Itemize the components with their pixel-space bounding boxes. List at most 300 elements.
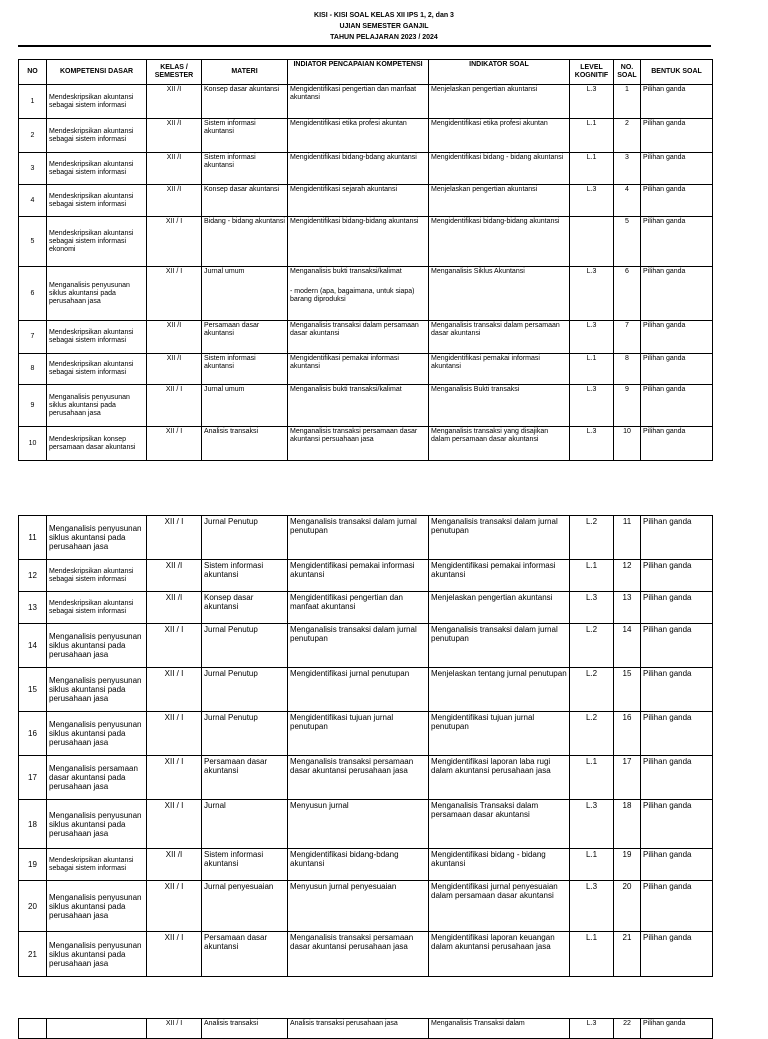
- cell-kelas: [147, 354, 202, 385]
- cell-level-text: L.3: [586, 322, 597, 329]
- cell-indikator-text: Mengidentifikasi laporan keuangan dalam akuntansi perusahaan jasa: [431, 933, 555, 951]
- cell-no-soal-text: 9: [625, 386, 629, 393]
- cell-kd: [47, 185, 147, 217]
- cell-no: [19, 932, 47, 977]
- table-row: [19, 385, 713, 427]
- cell-bentuk: [641, 427, 713, 461]
- table-row: [19, 624, 713, 668]
- cell-indikator: [429, 354, 570, 385]
- cell-ipk-note: - modern (apa, bagaimana, untuk siapa) barang diproduksi: [290, 288, 415, 303]
- cell-kd: [47, 354, 147, 385]
- cell-bentuk-text: Pilihan ganda: [643, 625, 692, 634]
- cell-ipk-text: Mengidentifikasi pemakai informasi akuntansi: [290, 561, 415, 579]
- cell-kd-text: Menganalisis penyusunan siklus akuntansi pada perusahaan jasa: [49, 940, 142, 968]
- cell-materi-text: Sistem informasi akuntansi: [204, 850, 264, 868]
- cell-kd: [47, 624, 147, 668]
- cell-indikator-text: Menjelaskan pengertian akuntansi: [431, 593, 553, 602]
- cell-no-soal: [614, 756, 641, 800]
- cell-no-soal: [614, 185, 641, 217]
- cell-materi: [202, 119, 288, 153]
- cell-materi-text: Jurnal umum: [204, 268, 245, 275]
- cell-ipk: [288, 881, 429, 932]
- cell-no: [19, 185, 47, 217]
- cell-indikator: [429, 427, 570, 461]
- cell-level: [570, 85, 614, 119]
- cell-no: [19, 800, 47, 849]
- cell-bentuk-text: Pilihan ganda: [643, 593, 692, 602]
- cell-no: [19, 321, 47, 354]
- cell-no-soal-text: 8: [625, 355, 629, 362]
- cell-no: [19, 712, 47, 756]
- cell-indikator: [429, 217, 570, 267]
- cell-materi: [202, 354, 288, 385]
- cell-materi: [202, 321, 288, 354]
- cell-materi-text: Jurnal Penutup: [204, 713, 258, 722]
- cell-indikator: [429, 712, 570, 756]
- cell-ipk-text: Mengidentifikasi bidang-bidang akuntansi: [290, 218, 419, 225]
- cell-no-soal: [614, 624, 641, 668]
- cell-materi: [202, 624, 288, 668]
- cell-level: [570, 712, 614, 756]
- cell-ipk: [288, 849, 429, 881]
- cell-indikator-text: Mengidentifikasi bidang-bidang akuntansi: [431, 218, 560, 225]
- table-row: [19, 354, 713, 385]
- cell-ipk-text: Mengidentifikasi bidang-bdang akuntansi: [290, 850, 399, 868]
- cell-indikator: [429, 516, 570, 560]
- cell-no-soal-text: 16: [622, 713, 632, 722]
- cell-materi-text: Jurnal Penutup: [204, 625, 258, 634]
- cell-bentuk: [641, 849, 713, 881]
- cell-materi: [202, 668, 288, 712]
- cell-kelas: XII / I: [147, 1019, 202, 1039]
- cell-indikator-text: Menjelaskan pengertian akuntansi: [431, 186, 538, 193]
- cell-kelas: [147, 119, 202, 153]
- cell-no-text: 5: [30, 237, 35, 245]
- table-row: [19, 560, 713, 592]
- cell-level-text: L.1: [585, 757, 598, 766]
- header-divider: [18, 45, 711, 47]
- cell-kelas: [147, 624, 202, 668]
- cell-no: [19, 85, 47, 119]
- cell-indikator: Menganalisis Transaksi dalam: [429, 1019, 570, 1039]
- cell-indikator: [429, 85, 570, 119]
- cell-bentuk: [641, 385, 713, 427]
- col-indikator-soal: INDIKATOR SOAL: [429, 60, 570, 85]
- cell-level: [570, 756, 614, 800]
- cell-ipk-text: Menyusun jurnal: [290, 801, 349, 810]
- cell-level-text: L.1: [586, 355, 597, 362]
- cell-indikator-text: Mengidentifikasi pemakai informasi akuntansi: [431, 355, 540, 370]
- cell-bentuk: [641, 592, 713, 624]
- cell-materi-text: Sistem informasi akuntansi: [204, 120, 256, 135]
- cell-materi: [202, 932, 288, 977]
- cell-no: [19, 267, 47, 321]
- cell-ipk: [288, 85, 429, 119]
- cell-materi: [202, 427, 288, 461]
- cell-kelas: [147, 217, 202, 267]
- cell-level: [570, 385, 614, 427]
- cell-kelas-text: XII / I: [164, 669, 184, 678]
- cell-bentuk-text: Pilihan ganda: [643, 933, 692, 942]
- cell-no-text: 13: [28, 603, 37, 612]
- cell-level: L.3: [570, 1019, 614, 1039]
- cell-bentuk-text: Pilihan ganda: [643, 669, 692, 678]
- cell-materi: [202, 849, 288, 881]
- cell-materi: [202, 881, 288, 932]
- cell-no: [19, 217, 47, 267]
- cell-level-text: L.1: [586, 120, 597, 127]
- cell-bentuk-text: Pilihan ganda: [643, 154, 686, 161]
- cell-bentuk-text: Pilihan ganda: [643, 428, 686, 435]
- cell-indikator-text: Menganalisis transaksi dalam jurnal penutupan: [431, 517, 558, 535]
- cell-bentuk: [641, 185, 713, 217]
- cell-indikator-text: Menganalisis Transaksi dalam persamaan dasar akuntansi: [431, 801, 539, 819]
- cell-kd: [47, 756, 147, 800]
- cell-kd-text: Mendeskripsikan konsep persamaan dasar akuntansi: [49, 435, 136, 451]
- cell-indikator-text: Mengidentifikasi pemakai informasi akuntansi: [431, 561, 556, 579]
- table-row: [19, 1019, 713, 1039]
- cell-no: [19, 153, 47, 185]
- cell-level-text: L.3: [586, 268, 597, 275]
- cell-level-text: L.3: [586, 86, 597, 93]
- cell-materi: Analisis transaksi: [202, 1019, 288, 1039]
- cell-kelas-text: XII /I: [165, 561, 183, 570]
- cell-kd-text: Menganalisis penyusunan siklus akuntansi pada perusahaan jasa: [49, 393, 130, 417]
- cell-ipk-text: Menganalisis transaksi dalam jurnal penutupan: [290, 517, 417, 535]
- cell-indikator: [429, 119, 570, 153]
- exam-name: UJIAN SEMESTER GANJIL: [339, 23, 429, 30]
- cell-ipk: [288, 385, 429, 427]
- cell-ipk: [288, 119, 429, 153]
- col-kelas-semester: KELAS / SEMESTER: [147, 60, 202, 85]
- cell-indikator-text: Mengidentifikasi laporan laba rugi dalam akuntansi perusahaan jasa: [431, 757, 551, 775]
- cell-ipk: [288, 932, 429, 977]
- cell-kd: [47, 427, 147, 461]
- cell-materi-text: Konsep dasar akuntansi: [204, 86, 280, 93]
- cell-kd-text: Menganalisis penyusunan siklus akuntansi pada perusahaan jasa: [49, 281, 130, 305]
- cell-materi-text: Jurnal: [204, 801, 226, 810]
- cell-kd-text: Menganalisis penyusunan siklus akuntansi pada perusahaan jasa: [49, 892, 142, 920]
- cell-materi-text: Persamaan dasar akuntansi: [204, 757, 268, 775]
- cell-ipk-text: Mengidentifikasi jurnal penutupan: [290, 669, 410, 678]
- cell-bentuk: [641, 712, 713, 756]
- cell-level: [570, 185, 614, 217]
- cell-kd-text: Mendeskripsikan akuntansi sebagai sistem informasi: [49, 192, 134, 208]
- cell-kd: [47, 267, 147, 321]
- cell-kelas-text: XII /I: [165, 850, 183, 859]
- cell-no-soal: [614, 668, 641, 712]
- cell-no-soal: [614, 153, 641, 185]
- cell-indikator-text: Mengidentifikasi tujuan jurnal penutupan: [431, 713, 535, 731]
- cell-bentuk-text: Pilihan ganda: [643, 850, 692, 859]
- cell-ipk: [288, 712, 429, 756]
- col-kompetensi-dasar: KOMPETENSI DASAR: [47, 60, 147, 85]
- cell-materi: [202, 712, 288, 756]
- cell-materi: [202, 153, 288, 185]
- cell-bentuk: [641, 354, 713, 385]
- cell-no-text: 3: [30, 164, 35, 172]
- cell-kelas-text: XII / I: [164, 801, 184, 810]
- cell-level-text: L.3: [586, 428, 597, 435]
- cell-no-text: 20: [28, 901, 37, 911]
- cell-no-soal: [614, 800, 641, 849]
- cell-no-soal: 22: [614, 1019, 641, 1039]
- cell-materi-text: Jurnal penyesuaian: [204, 882, 274, 891]
- cell-no-text: 2: [30, 131, 35, 139]
- cell-bentuk: [641, 153, 713, 185]
- table-row: [19, 185, 713, 217]
- cell-ipk: [288, 800, 429, 849]
- cell-level: [570, 881, 614, 932]
- cell-kelas: [147, 427, 202, 461]
- cell-kelas-text: XII / I: [164, 933, 184, 942]
- cell-materi: [202, 385, 288, 427]
- cell-indikator-text: Menganalisis Siklus Akuntansi: [431, 268, 525, 275]
- table-row: [19, 85, 713, 119]
- cell-kd: [47, 119, 147, 153]
- cell-level: [570, 321, 614, 354]
- cell-indikator-text: Menjelaskan tentang jurnal penutupan: [431, 669, 567, 678]
- cell-materi-text: Analisis transaksi: [204, 428, 259, 435]
- cell-level: [570, 217, 614, 267]
- cell-no-soal-text: 3: [625, 154, 629, 161]
- col-materi: MATERI: [202, 60, 288, 85]
- cell-no-text: 8: [30, 365, 35, 372]
- cell-indikator: [429, 800, 570, 849]
- cell-level: [570, 153, 614, 185]
- cell-bentuk: [641, 321, 713, 354]
- cell-materi-text: Bidang - bidang akuntansi: [204, 218, 285, 225]
- cell-kd-text: Menganalisis penyusunan siklus akuntansi pada perusahaan jasa: [49, 676, 142, 703]
- cell-bentuk-text: Pilihan ganda: [643, 218, 686, 225]
- cell-bentuk: [641, 560, 713, 592]
- cell-no-soal-text: 2: [625, 120, 629, 127]
- cell-indikator-text: Menjelaskan pengertian akuntansi: [431, 86, 538, 93]
- cell-kelas-text: XII / I: [165, 218, 183, 225]
- cell-kd-text: Mendeskripsikan akuntansi sebagai sistem informasi: [49, 160, 134, 176]
- cell-no: [19, 354, 47, 385]
- cell-ipk-text: Menganalisis transaksi dalam persamaan dasar akuntansi: [290, 322, 419, 337]
- cell-kd-text: Mendeskripsikan akuntansi sebagai sistem informasi: [49, 856, 134, 872]
- cell-no-text: 15: [28, 685, 37, 694]
- cell-kelas: [147, 800, 202, 849]
- cell-level: [570, 427, 614, 461]
- cell-ipk: Analisis transaksi perusahaan jasa: [288, 1019, 429, 1039]
- cell-materi: [202, 185, 288, 217]
- cell-kelas: [147, 881, 202, 932]
- cell-no-soal: [614, 321, 641, 354]
- cell-bentuk-text: Pilihan ganda: [643, 186, 686, 193]
- cell-level-text: L.1: [585, 561, 598, 570]
- cell-kelas-text: XII /I: [166, 322, 182, 329]
- cell-kd-text: Mendeskripsikan akuntansi sebagai sistem informasi: [49, 361, 134, 376]
- cell-level-text: L.2: [585, 625, 598, 634]
- cell-indikator: [429, 267, 570, 321]
- cell-indikator: [429, 321, 570, 354]
- cell-bentuk: Pilihan ganda: [641, 1019, 713, 1039]
- cell-materi-text: Konsep dasar akuntansi: [204, 186, 280, 193]
- cell-materi-text: Persamaan dasar akuntansi: [204, 322, 260, 337]
- cell-bentuk: [641, 800, 713, 849]
- cell-kelas-text: XII /I: [165, 593, 183, 602]
- cell-kd: [47, 321, 147, 354]
- cell-indikator: [429, 881, 570, 932]
- cell-materi: [202, 516, 288, 560]
- cell-level-text: L.3: [585, 593, 598, 602]
- cell-bentuk: [641, 932, 713, 977]
- cell-ipk-text: Mengidentifikasi etika profesi akuntan: [290, 120, 407, 127]
- cell-kelas: [147, 153, 202, 185]
- cell-bentuk: [641, 668, 713, 712]
- cell-ipk-text: Menganalisis bukti transaksi/kalimat: [290, 268, 402, 275]
- cell-kd-text: Menganalisis penyusunan siklus akuntansi pada perusahaan jasa: [49, 632, 142, 659]
- cell-kd: [47, 85, 147, 119]
- cell-no-soal: [614, 217, 641, 267]
- cell-kelas: [147, 321, 202, 354]
- cell-no-soal: [614, 427, 641, 461]
- cell-kelas: [147, 932, 202, 977]
- cell-bentuk: [641, 881, 713, 932]
- cell-materi-text: Sistem informasi akuntansi: [204, 355, 256, 370]
- cell-no-soal: [614, 932, 641, 977]
- cell-no-soal-text: 11: [622, 517, 632, 526]
- cell-materi: [202, 85, 288, 119]
- cell-kelas-text: XII / I: [164, 882, 184, 891]
- cell-no-text: 4: [30, 196, 35, 204]
- cell-no: [19, 668, 47, 712]
- table-row: [19, 800, 713, 849]
- cell-materi: [202, 560, 288, 592]
- cell-kd: [47, 849, 147, 881]
- cell-no-soal: [614, 881, 641, 932]
- table-row: [19, 119, 713, 153]
- cell-kd-text: Mendeskripsikan akuntansi sebagai sistem informasi: [49, 127, 134, 143]
- cell-no-soal-text: 7: [625, 322, 629, 329]
- cell-materi-text: Konsep dasar akuntansi: [204, 593, 254, 611]
- cell-ipk: [288, 217, 429, 267]
- cell-no-text: 6: [30, 289, 35, 297]
- cell-bentuk-text: Pilihan ganda: [643, 322, 686, 329]
- cell-ipk-text: Menganalisis transaksi persamaan dasar akuntansi perusahaan jasa: [290, 933, 414, 951]
- cell-ipk-text: Mengidentifikasi tujuan jurnal penutupan: [290, 713, 394, 731]
- cell-kelas-text: XII / I: [164, 757, 184, 766]
- cell-kelas-text: XII /I: [166, 355, 182, 362]
- col-bentuk-soal: BENTUK SOAL: [641, 60, 713, 85]
- cell-no: [19, 427, 47, 461]
- cell-materi: [202, 592, 288, 624]
- cell-kd: [47, 1019, 147, 1039]
- cell-kelas-text: XII / I: [165, 386, 183, 393]
- cell-kelas: [147, 560, 202, 592]
- cell-bentuk-text: Pilihan ganda: [643, 386, 686, 393]
- cell-kelas-text: XII /I: [166, 86, 182, 93]
- cell-bentuk-text: Pilihan ganda: [643, 882, 692, 891]
- cell-bentuk-text: Pilihan ganda: [643, 355, 686, 362]
- table-header-row: [19, 60, 713, 85]
- cell-kd: [47, 153, 147, 185]
- table-row: [19, 881, 713, 932]
- cell-level-text: L.1: [585, 850, 598, 859]
- kisi-table-2: [18, 515, 713, 977]
- cell-no-text: 21: [28, 949, 37, 959]
- cell-indikator-text: Menganalisis transaksi yang disajikan dalam persamaan dasar akuntansi: [431, 428, 549, 443]
- cell-level: [570, 932, 614, 977]
- cell-kelas: [147, 849, 202, 881]
- cell-indikator: [429, 592, 570, 624]
- cell-no-text: 10: [28, 439, 37, 447]
- cell-no: [19, 592, 47, 624]
- cell-ipk: [288, 560, 429, 592]
- cell-ipk: [288, 153, 429, 185]
- cell-no-soal-text: 10: [623, 428, 631, 435]
- table-row: [19, 932, 713, 977]
- cell-materi-text: Sistem informasi akuntansi: [204, 154, 256, 169]
- cell-ipk: [288, 267, 429, 321]
- cell-no-soal-text: 6: [625, 268, 629, 275]
- cell-bentuk: [641, 119, 713, 153]
- cell-kd: [47, 881, 147, 932]
- cell-no-soal-text: 13: [622, 593, 632, 602]
- table-row: [19, 267, 713, 321]
- cell-bentuk-text: Pilihan ganda: [643, 268, 686, 275]
- cell-indikator: [429, 932, 570, 977]
- cell-no-soal-text: 18: [622, 801, 632, 810]
- cell-kelas: [147, 756, 202, 800]
- table-row: [19, 849, 713, 881]
- cell-level: [570, 800, 614, 849]
- cell-no-soal-text: 15: [622, 669, 632, 678]
- cell-level: [570, 267, 614, 321]
- cell-ipk: [288, 354, 429, 385]
- cell-kd-text: Mendeskripsikan akuntansi sebagai sistem informasi: [49, 329, 134, 344]
- cell-level-text: L.3: [585, 882, 598, 891]
- table-row: [19, 217, 713, 267]
- document-title: KISI - KISI SOAL KELAS XII IPS 1, 2, dan 3: [314, 12, 454, 19]
- cell-ipk-text: Mengidentifikasi bidang-bdang akuntansi: [290, 154, 417, 161]
- cell-materi: [202, 267, 288, 321]
- cell-ipk-text: Menganalisis transaksi persamaan dasar akuntansi perusahaan jasa: [290, 757, 414, 775]
- cell-no-soal: [614, 354, 641, 385]
- cell-kelas-text: XII / I: [164, 713, 184, 722]
- cell-indikator: [429, 560, 570, 592]
- cell-level: [570, 560, 614, 592]
- cell-level: [570, 849, 614, 881]
- cell-bentuk-text: Pilihan ganda: [643, 713, 692, 722]
- cell-level: [570, 119, 614, 153]
- cell-no-soal: [614, 85, 641, 119]
- cell-kd: [47, 712, 147, 756]
- cell-indikator-text: Mengidentifikasi bidang - bidang akuntansi: [431, 154, 564, 161]
- cell-materi: [202, 756, 288, 800]
- cell-level: [570, 354, 614, 385]
- kisi-table-3: [18, 1018, 713, 1039]
- cell-ipk-text: Mengidentifikasi sejarah akuntansi: [290, 186, 398, 193]
- cell-bentuk-text: Pilihan ganda: [643, 517, 692, 526]
- cell-no-text: 16: [28, 729, 37, 738]
- cell-level: [570, 516, 614, 560]
- cell-kd-text: Mendeskripsikan akuntansi sebagai sistem informasi: [49, 567, 134, 583]
- cell-kelas-text: XII /I: [166, 154, 182, 161]
- cell-kd: [47, 560, 147, 592]
- cell-ipk: [288, 592, 429, 624]
- kisi-table-1: [18, 59, 713, 461]
- cell-level-text: L.1: [585, 933, 598, 942]
- cell-level-text: L.3: [585, 801, 598, 810]
- cell-kd: [47, 217, 147, 267]
- cell-materi-text: Jurnal Penutup: [204, 517, 258, 526]
- cell-indikator: [429, 385, 570, 427]
- cell-indikator: [429, 849, 570, 881]
